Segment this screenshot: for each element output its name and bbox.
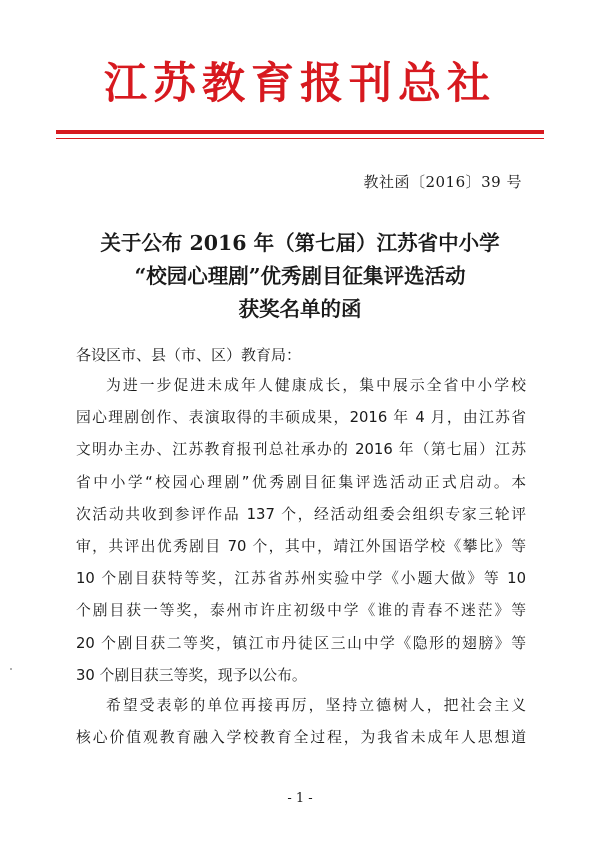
- paragraph-line: 次活动共收到参评作品 137 个，经活动组委会组织专家三轮评: [76, 505, 526, 523]
- paragraph-1: [76, 370, 526, 692]
- masthead-title: 江苏教育报刊总社: [104, 59, 496, 109]
- paragraph-line: 核心价值观教育融入学校教育全过程，为我省未成年人思想道: [76, 729, 526, 747]
- masthead-rule-thick: [56, 130, 544, 134]
- paragraph-line: 30 个剧目获三等奖，现予以公布。: [76, 666, 307, 684]
- document-number: 教社函〔2016〕39 号: [363, 173, 522, 191]
- masthead-rule-thin: [56, 138, 544, 139]
- title-line: 获奖名单的函: [238, 297, 362, 321]
- paragraph-line: 园心理剧创作、表演取得的丰硕成果，2016 年 4 月，由江苏省: [76, 409, 526, 427]
- salutation: 各设区市、县（市、区）教育局：: [76, 346, 302, 364]
- paragraph-line: 希望受表彰的单位再接再厉，坚持立德树人，把社会主义: [106, 697, 526, 714]
- paragraph-line: 个剧目获一等奖，泰州市许庄初级中学《谁的青春不迷茫》等: [76, 602, 526, 620]
- paragraph-line: 为进一步促进未成年人健康成长，集中展示全省中小学校: [106, 377, 526, 394]
- paragraph-line: 10 个剧目获特等奖，江苏省苏州实验中学《小题大做》等 10: [76, 570, 526, 588]
- paragraph-2: [76, 690, 526, 754]
- title-line: 关于公布 2016 年（第七届）江苏省中小学: [100, 231, 500, 255]
- paragraph-line: 审，共评出优秀剧目 70 个，其中，靖江外国语学校《攀比》等: [76, 537, 526, 555]
- paragraph-line: 20 个剧目获二等奖，镇江市丹徒区三山中学《隐形的翅膀》等: [76, 634, 526, 652]
- title-line: “校园心理剧”优秀剧目征集评选活动: [134, 264, 466, 288]
- paragraph-line: 省中小学“校园心理剧”优秀剧目征集评选活动正式启动。本: [76, 473, 526, 491]
- page-number: - 1 -: [287, 791, 313, 806]
- scan-speck: [10, 668, 12, 670]
- paragraph-line: 文明办主办、江苏教育报刊总社承办的 2016 年（第七届）江苏: [76, 441, 526, 459]
- document-title: [60, 227, 540, 326]
